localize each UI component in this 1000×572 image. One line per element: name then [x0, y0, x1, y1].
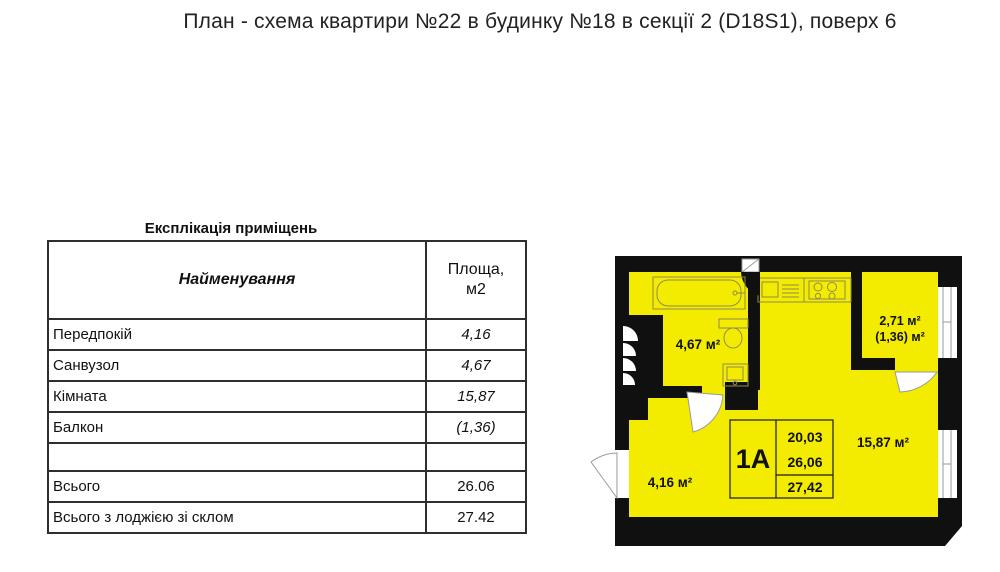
- page-title: План - схема квартири №22 в будинку №18 в секції 2 (D18S1), поверх 6: [183, 10, 897, 33]
- row-area: (1,36): [426, 412, 526, 443]
- table-row: [48, 319, 526, 350]
- row-area: 4,16: [426, 319, 526, 350]
- apartment-floor-plan: [585, 254, 965, 548]
- table-row-total: [48, 471, 526, 502]
- row-area: 4,67: [426, 350, 526, 381]
- table-row: [48, 350, 526, 381]
- balcony-area-label-line1: 2,71 м²: [879, 314, 921, 328]
- wall-step: [617, 390, 648, 420]
- bathroom-area-label: 4,67 м²: [675, 337, 721, 352]
- table-caption: Експлікація приміщень: [144, 220, 318, 237]
- room-area-label: 15,87 м²: [856, 435, 910, 450]
- row-area: 15,87: [426, 381, 526, 412]
- column-header-area-line1: Площа,: [447, 261, 505, 278]
- row-name: Всього: [48, 471, 426, 502]
- hallway-area-label: 4,16 м²: [647, 475, 693, 490]
- table-row-empty: [48, 443, 526, 471]
- row-name: Всього з лоджією зі склом: [48, 502, 426, 533]
- row-area: [426, 443, 526, 471]
- unit-living-area: 20,03: [787, 429, 823, 445]
- row-area: 26.06: [426, 471, 526, 502]
- row-name: Кімната: [48, 381, 426, 412]
- table-header-row: [48, 241, 526, 319]
- room-window: [938, 430, 957, 498]
- explication-table: [47, 220, 505, 534]
- balcony-area-label-line2: (1,36) м²: [875, 330, 925, 344]
- unit-code-label: 1А: [735, 444, 771, 474]
- floor-plan-drawing: [585, 254, 965, 548]
- column-header-area-line2: м2: [466, 281, 486, 298]
- column-header-name: Найменування: [48, 241, 426, 319]
- table-row: [48, 381, 526, 412]
- row-name: Санвузол: [48, 350, 426, 381]
- unit-full-area: 27,42: [787, 479, 823, 495]
- row-area: 27.42: [426, 502, 526, 533]
- balcony-left-wall: [851, 272, 862, 370]
- row-name: Передпокій: [48, 319, 426, 350]
- table-row-total-with-loggia: [48, 502, 526, 533]
- column-header-area: [426, 241, 526, 319]
- balcony-bottom-wall: [851, 358, 895, 370]
- row-name: [48, 443, 426, 471]
- unit-total-area: 26,06: [787, 454, 823, 470]
- balcony-window: [938, 287, 957, 358]
- entrance-door-swing: [591, 453, 617, 498]
- table-row: [48, 412, 526, 443]
- row-name: Балкон: [48, 412, 426, 443]
